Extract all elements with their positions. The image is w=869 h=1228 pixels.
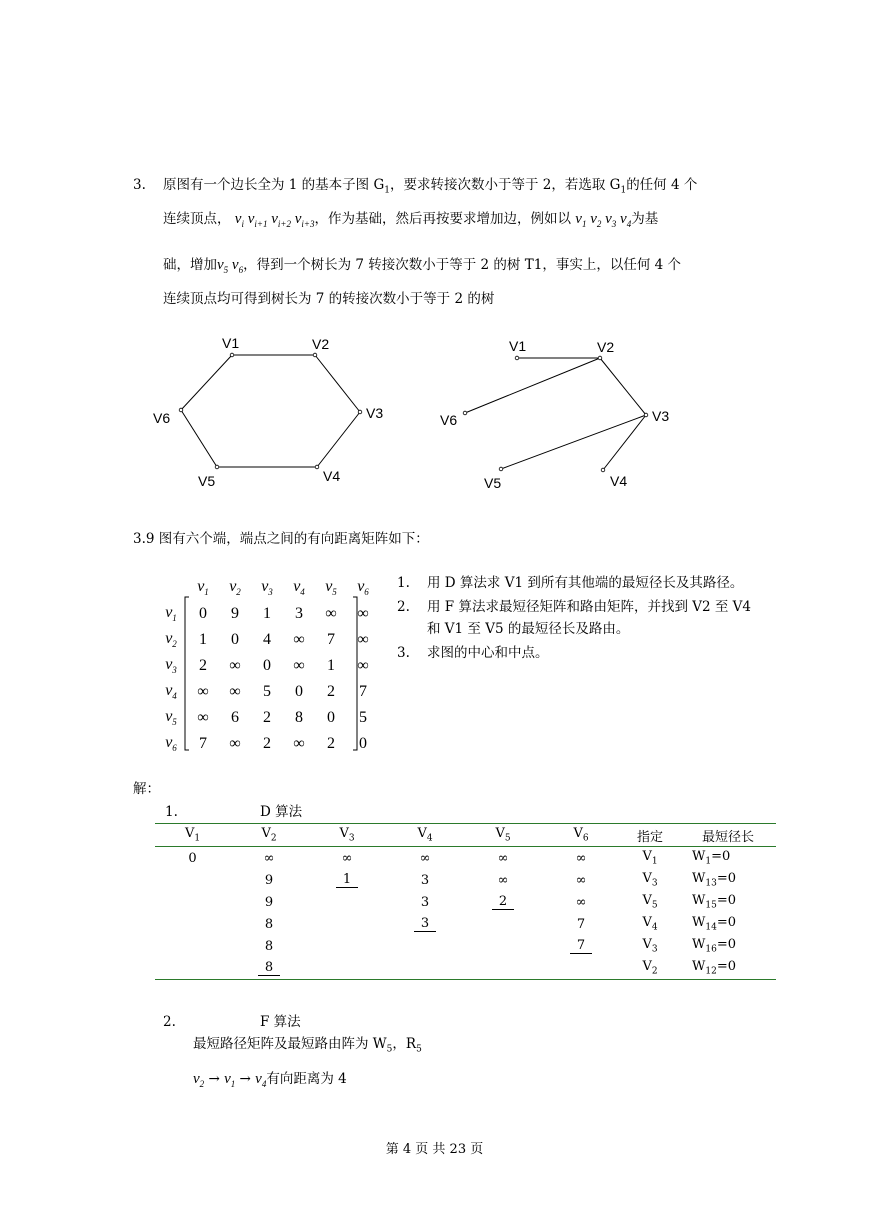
d-table-cell: 3 bbox=[420, 872, 430, 888]
matrix-cell: 7 bbox=[359, 683, 367, 700]
d-table-cell bbox=[308, 891, 386, 913]
edge-v3-v4 bbox=[317, 412, 360, 467]
d-table-row bbox=[155, 935, 776, 957]
label-v3: V3 bbox=[366, 405, 384, 421]
d-table-row bbox=[155, 891, 776, 913]
label-v6: V6 bbox=[153, 410, 171, 426]
edge-v5-v6 bbox=[181, 410, 217, 467]
d-table-header: $V_5$ bbox=[464, 824, 542, 847]
d-table-assigned: $V_2$ bbox=[620, 957, 680, 980]
label-v1: V1 bbox=[222, 335, 240, 351]
d-table-header: 指定 bbox=[620, 824, 680, 847]
matrix-cell: ∞ bbox=[293, 657, 305, 674]
d-table-cell: 8 bbox=[264, 916, 274, 932]
d-table-cell bbox=[386, 957, 464, 980]
question-number: 1. bbox=[397, 575, 410, 591]
label-v4: V4 bbox=[323, 468, 341, 484]
d-table-row bbox=[155, 957, 776, 980]
d-table-header: $V_1$ bbox=[155, 824, 230, 847]
matrix-cell: 5 bbox=[359, 709, 367, 726]
distance-matrix: $v_1$ $v_2$ $v_3$ $v_4$ $v_5$ $v_6$ $v_1$ 0 9 1 3 ∞ ∞ $v_2$ 1 0 4 ∞ 7 ∞ $v_3$ 2 ∞ 0 ∞ 1 ∞ $v_4$ ∞ ∞ 5 0 2 7 $v_5$ ∞ 6 2 8 0 5 $v_6$ 7 ∞ 2 ∞ 2 0 bbox=[155, 575, 379, 757]
question-text: 用 F 算法求最短径矩阵和路由矩阵，并找到 V2 至 V4 bbox=[427, 599, 751, 615]
matrix-cell: ∞ bbox=[197, 683, 209, 700]
matrix-cell: 8 bbox=[295, 709, 303, 726]
d-table-cell: ∞ bbox=[341, 850, 353, 866]
d-table-cell bbox=[464, 913, 542, 935]
d-table-length: $W_{14}=0$ bbox=[692, 915, 736, 933]
d-table-cell bbox=[464, 935, 542, 957]
label-v4: V4 bbox=[610, 473, 628, 489]
question-text: 和 V1 至 V5 的最短径长及路由。 bbox=[427, 621, 630, 637]
edge-v6-v1 bbox=[181, 355, 232, 410]
matrix-cell: 2 bbox=[263, 735, 271, 752]
node-v6 bbox=[179, 408, 183, 412]
d-table-assigned: $V_3$ bbox=[642, 871, 658, 889]
matrix-cell: ∞ bbox=[229, 657, 241, 674]
path-v2-v1-v4: $v_2 \to v_1 \to v_4$有向距离为 4 bbox=[193, 1071, 347, 1089]
matrix-cell: 0 bbox=[359, 735, 367, 752]
d-table-cell: ∞ bbox=[575, 872, 587, 888]
d-table-cell: 8 bbox=[264, 938, 274, 954]
matrix-cell: ∞ bbox=[197, 709, 209, 726]
matrix-row-label: $v_1$ bbox=[165, 604, 177, 624]
matrix-cell: 7 bbox=[199, 735, 207, 752]
problem3-line1: 原图有一个边长全为 1 的基本子图 $G_1$，要求转接次数小于等于 2，若选取 $G_1$的任何 4 个 bbox=[163, 177, 698, 196]
d-table-cell bbox=[155, 957, 230, 980]
edge-v3-v5 bbox=[501, 415, 646, 469]
edge-v2-v3 bbox=[315, 355, 360, 412]
problem3-line2: 连续顶点， $v_i$ $v_{i+1}$ $v_{i+2}$ $v_{i+3}$，作为基础，然后再按要求增加边，例如以 $v_1$ $v_2$ $v_3$ $v_4$为基 bbox=[163, 211, 659, 229]
matrix-cell: 1 bbox=[327, 657, 335, 674]
label-v2: V2 bbox=[597, 339, 615, 355]
d-heading: D 算法 bbox=[260, 804, 303, 820]
d-table-cell bbox=[155, 935, 230, 957]
matrix-cell: 2 bbox=[263, 709, 271, 726]
question-number: 2. bbox=[397, 599, 410, 615]
node-v1 bbox=[230, 353, 234, 357]
d-table-cell bbox=[308, 935, 386, 957]
matrix-cell: 1 bbox=[263, 605, 271, 622]
matrix-cell: 9 bbox=[231, 605, 239, 622]
hexagon-graph bbox=[150, 330, 400, 495]
matrix-cell: 0 bbox=[263, 657, 271, 674]
d-algorithm-table bbox=[155, 823, 776, 980]
node-v4 bbox=[315, 465, 319, 469]
matrix-cell: ∞ bbox=[293, 631, 305, 648]
matrix-cell: 1 bbox=[199, 631, 207, 648]
d-table-cell bbox=[386, 935, 464, 957]
matrix-cell: 0 bbox=[199, 605, 207, 622]
d-table-cell bbox=[155, 913, 230, 935]
tree-graph bbox=[435, 330, 685, 495]
d-table-cell: ∞ bbox=[575, 850, 587, 866]
matrix-cell: 7 bbox=[327, 631, 335, 648]
d-table-length: $W_{12}=0$ bbox=[680, 957, 776, 980]
d-table-header: $V_4$ bbox=[386, 824, 464, 847]
matrix-row-label: $v_4$ bbox=[165, 682, 177, 702]
label-v5: V5 bbox=[198, 473, 216, 489]
d-table-cell: 8 bbox=[230, 957, 308, 980]
d-table-cell bbox=[308, 957, 386, 980]
label-v1: V1 bbox=[509, 338, 527, 354]
problem-number: 3. bbox=[133, 177, 146, 193]
d-table-cell: 7 bbox=[576, 916, 586, 932]
d-table-assigned: $V_4$ bbox=[642, 915, 658, 933]
label-v2: V2 bbox=[312, 336, 330, 352]
edge-v2-v6 bbox=[465, 358, 600, 413]
d-table-cell bbox=[155, 869, 230, 891]
d-table-length: $W_{13}=0$ bbox=[692, 871, 736, 889]
d-table-cell bbox=[155, 891, 230, 913]
matrix-cell: 2 bbox=[327, 735, 335, 752]
d-table-cell: 9 bbox=[264, 894, 274, 910]
d-table-cell: 0 bbox=[188, 850, 197, 866]
label-v5: V5 bbox=[484, 475, 502, 491]
matrix-cell: 5 bbox=[263, 683, 271, 700]
question-text: 求图的中心和中点。 bbox=[427, 645, 549, 661]
f-heading: F 算法 bbox=[260, 1014, 301, 1030]
d-table-row bbox=[155, 847, 776, 870]
d-table-cell bbox=[542, 957, 620, 980]
d-table-cell: ∞ bbox=[497, 850, 509, 866]
d-table-assigned: $V_3$ bbox=[642, 937, 658, 955]
d-table-cell bbox=[308, 913, 386, 935]
d-table-cell: 9 bbox=[264, 872, 274, 888]
matrix-cell: 0 bbox=[231, 631, 239, 648]
matrix-brackets bbox=[183, 595, 365, 753]
problem3-line4: 连续顶点均可得到树长为 7 的转接次数小于等于 2 的树 bbox=[163, 291, 495, 307]
matrix-cell: ∞ bbox=[357, 605, 369, 622]
problem3-line3: 础，增加$v_5$ $v_6$，得到一个树长为 7 转接次数小于等于 2 的树 T1，事实上，以任何 4 个 bbox=[163, 257, 681, 275]
matrix-cell: ∞ bbox=[229, 683, 241, 700]
d-table-cell: ∞ bbox=[575, 894, 587, 910]
d-table-length: $W_{15}=0$ bbox=[692, 893, 736, 911]
d-table-cell: 3 bbox=[386, 913, 464, 935]
matrix-cell: ∞ bbox=[357, 657, 369, 674]
node-v5 bbox=[215, 465, 219, 469]
question-text: 用 D 算法求 V1 到所有其他端的最短径长及其路径。 bbox=[427, 575, 744, 591]
d-table-header: 最短径长 bbox=[680, 824, 776, 847]
label-v6: V6 bbox=[440, 412, 458, 428]
d-table-header: $V_3$ bbox=[308, 824, 386, 847]
d-heading-num: 1. bbox=[165, 804, 178, 820]
d-table-row bbox=[155, 913, 776, 935]
matrix-row-label: $v_2$ bbox=[165, 630, 177, 650]
edge-v2-v3 bbox=[600, 358, 646, 415]
page-footer: 第 4 页 共 23 页 bbox=[385, 1142, 484, 1157]
d-table-cell: ∞ bbox=[497, 872, 509, 888]
d-table-cell: 7 bbox=[542, 935, 620, 957]
solution-label: 解： bbox=[133, 781, 160, 797]
matrix-row-label: $v_6$ bbox=[165, 734, 177, 754]
d-table-cell: ∞ bbox=[263, 850, 275, 866]
problem39-title: 3.9 图有六个端，端点之间的有向距离矩阵如下： bbox=[133, 531, 429, 547]
f-matrix-line: 最短路径矩阵及最短路由阵为 $W_5$，$R_5$ bbox=[193, 1036, 422, 1055]
matrix-row-label: $v_3$ bbox=[165, 656, 177, 676]
question-number: 3. bbox=[397, 645, 410, 661]
d-table-cell: ∞ bbox=[419, 850, 431, 866]
d-table-length: $W_{16}=0$ bbox=[692, 937, 736, 955]
d-table-header: $V_2$ bbox=[230, 824, 308, 847]
f-heading-num: 2. bbox=[163, 1014, 176, 1030]
matrix-cell: 0 bbox=[295, 683, 303, 700]
node-v2 bbox=[313, 353, 317, 357]
label-v3: V3 bbox=[652, 408, 670, 424]
matrix-cell: 2 bbox=[199, 657, 207, 674]
matrix-cell: 2 bbox=[327, 683, 335, 700]
matrix-cell: 6 bbox=[231, 709, 239, 726]
matrix-cell: ∞ bbox=[357, 631, 369, 648]
d-table-length: $W_1=0$ bbox=[692, 849, 731, 867]
node-v3 bbox=[358, 410, 362, 414]
matrix-cell: ∞ bbox=[325, 605, 337, 622]
col-header: $v_1$ bbox=[197, 578, 209, 598]
d-table-assigned: $V_5$ bbox=[642, 893, 658, 911]
d-table-cell: 1 bbox=[308, 869, 386, 891]
matrix-cell: 0 bbox=[327, 709, 335, 726]
matrix-cell: ∞ bbox=[229, 735, 241, 752]
d-table-cell bbox=[464, 957, 542, 980]
matrix-cell: 3 bbox=[295, 605, 303, 622]
matrix-cell: ∞ bbox=[293, 735, 305, 752]
d-table-row bbox=[155, 869, 776, 891]
d-table-cell: 3 bbox=[420, 894, 430, 910]
matrix-row-label: $v_5$ bbox=[165, 708, 177, 728]
d-table-cell: 2 bbox=[464, 891, 542, 913]
d-table-header: $V_6$ bbox=[542, 824, 620, 847]
d-table-assigned: $V_1$ bbox=[642, 849, 658, 867]
matrix-cell: 4 bbox=[263, 631, 271, 648]
